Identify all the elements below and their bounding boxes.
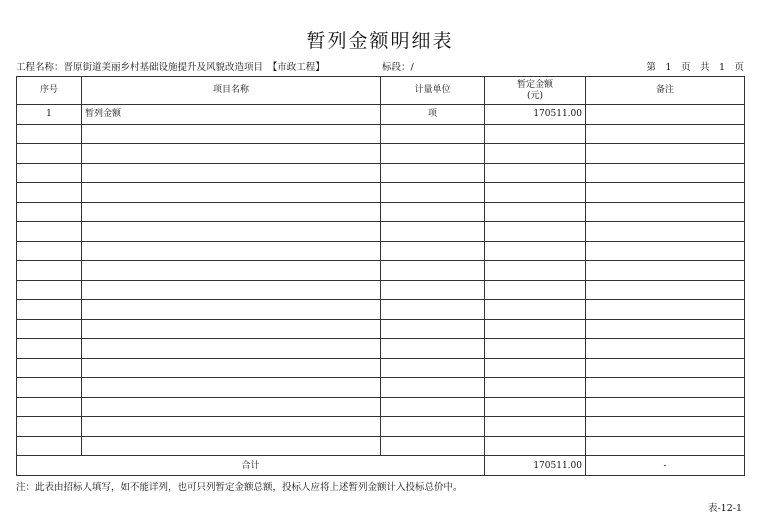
row-note [586,397,745,417]
table-row [17,319,745,339]
table-row [17,183,745,203]
row-name [82,339,381,359]
row-unit [381,124,485,144]
row-note [586,241,745,261]
row-name [82,378,381,398]
table-row [17,358,745,378]
row-seq [17,202,82,222]
row-unit [381,202,485,222]
row-unit [381,144,485,164]
table-row [17,241,745,261]
table-number: 表-12-1 [707,503,742,514]
row-note [586,436,745,456]
row-name [82,124,381,144]
row-note [586,163,745,183]
row-unit [381,319,485,339]
row-seq [17,397,82,417]
table-row [17,280,745,300]
row-seq [17,261,82,281]
row-name [82,358,381,378]
table-row [17,163,745,183]
total-note: - [586,456,745,476]
row-name [82,144,381,164]
row-unit [381,300,485,320]
row-name [82,261,381,281]
row-note [586,222,745,242]
row-name [82,202,381,222]
row-seq [17,339,82,359]
row-seq [17,436,82,456]
row-unit [381,222,485,242]
row-amount [485,222,586,242]
table-row [17,202,745,222]
row-note [586,261,745,281]
row-seq [17,241,82,261]
row-name [82,222,381,242]
row-seq [17,378,82,398]
row-unit [381,280,485,300]
row-seq [17,144,82,164]
table-row [17,222,745,242]
header-name: 项目名称 [82,77,381,105]
table-row [17,300,745,320]
row-amount [485,319,586,339]
row-amount [485,183,586,203]
row-amount [485,261,586,281]
total-row [17,456,745,476]
row-amount [485,436,586,456]
project-name: 工程名称：晋原街道美丽乡村基础设施提升及风貌改造项目 【市政工程】 [16,62,325,73]
header-amount [485,77,586,105]
row-note [586,124,745,144]
table-header-row [17,77,745,105]
table-row [17,144,745,164]
row-amount [485,241,586,261]
table-row [17,378,745,398]
row-unit [381,163,485,183]
row-note [586,105,745,125]
row-unit [381,417,485,437]
header-unit: 计量单位 [381,77,485,105]
row-note [586,417,745,437]
footnote: 注：此表由招标人填写，如不能详列，也可只列暂定金额总额，投标人应将上述暂列金额计入投标总价中。 [16,482,463,493]
row-seq [17,124,82,144]
table-row [17,124,745,144]
row-amount [485,378,586,398]
header-seq: 序号 [17,77,82,105]
table-row [17,417,745,437]
row-amount [485,280,586,300]
row-amount [485,417,586,437]
row-seq: 1 [17,105,82,125]
row-note [586,378,745,398]
row-unit [381,378,485,398]
table-row [17,261,745,281]
table-row [17,105,745,125]
row-unit [381,397,485,417]
row-name [82,241,381,261]
row-name: 暂列金额 [82,105,381,125]
row-name [82,183,381,203]
row-seq [17,358,82,378]
row-name [82,280,381,300]
row-amount: 170511.00 [485,105,586,125]
row-unit [381,261,485,281]
provisional-sum-table [16,76,745,476]
row-amount [485,397,586,417]
row-unit [381,241,485,261]
row-amount [485,124,586,144]
section-label: 标段：/ [382,62,414,73]
table-row [17,339,745,359]
row-name [82,300,381,320]
row-name [82,319,381,339]
row-seq [17,183,82,203]
row-seq [17,319,82,339]
row-seq [17,300,82,320]
header-note: 备注 [586,77,745,105]
header-amount-line2: (元) [526,90,544,101]
row-note [586,183,745,203]
row-unit [381,436,485,456]
row-note [586,339,745,359]
row-amount [485,358,586,378]
row-name [82,417,381,437]
header-amount-line1: 暂定金额 [516,79,553,90]
row-seq [17,280,82,300]
row-seq [17,163,82,183]
page-indicator: 第 1 页 共 1 页 [646,62,744,73]
row-note [586,358,745,378]
row-name [82,163,381,183]
row-amount [485,163,586,183]
row-name [82,436,381,456]
row-unit: 项 [381,105,485,125]
row-amount [485,339,586,359]
row-note [586,202,745,222]
total-label: 合计 [17,456,485,476]
row-amount [485,144,586,164]
header-meta [16,61,744,75]
total-amount: 170511.00 [485,456,586,476]
row-note [586,300,745,320]
row-amount [485,202,586,222]
row-unit [381,183,485,203]
row-seq [17,417,82,437]
table-row [17,436,745,456]
row-unit [381,339,485,359]
row-unit [381,358,485,378]
row-seq [17,222,82,242]
row-note [586,280,745,300]
row-note [586,319,745,339]
row-name [82,397,381,417]
page-title: 暂列金额明细表 [306,30,454,52]
row-note [586,144,745,164]
table-row [17,397,745,417]
row-amount [485,300,586,320]
